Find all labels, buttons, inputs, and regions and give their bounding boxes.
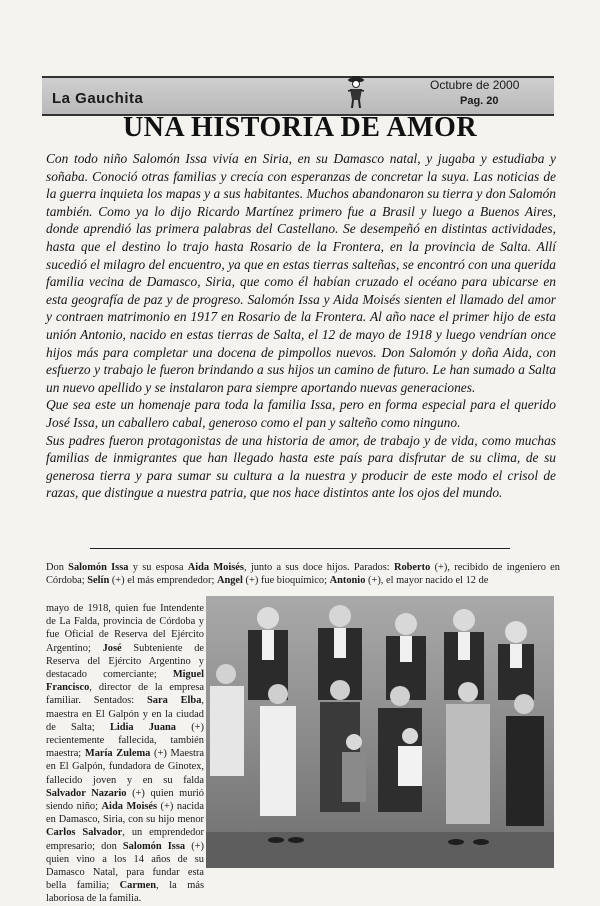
caption-text: y su esposa bbox=[128, 562, 188, 573]
caption-text: (+) recientemente fallecida, también maestra; bbox=[46, 721, 205, 760]
caption-name: Salomón Issa bbox=[68, 562, 129, 573]
publication-name: La Gauchita bbox=[52, 90, 144, 107]
photo-illustration bbox=[206, 596, 554, 868]
caption-text: , director de la empresa familiar. Sentados: bbox=[46, 682, 204, 707]
caption-name: Angel bbox=[216, 575, 243, 587]
caption-text: (+), recibido de ingeniero en Córdoba; bbox=[46, 562, 560, 587]
caption-name: Selín bbox=[87, 575, 110, 587]
caption-text: Don bbox=[46, 562, 69, 573]
caption-name: Aida Moisés bbox=[187, 562, 244, 573]
page-number: Pag. 20 bbox=[460, 95, 499, 107]
caption-name: Antonio bbox=[329, 575, 366, 587]
caption-name: Lidia Juana bbox=[109, 721, 176, 733]
caption-name: Sara Elba bbox=[146, 695, 202, 707]
caption-text: (+) fue bioquímico; bbox=[242, 575, 330, 587]
article-paragraph: Que sea este un homenaje para toda la familia Issa, pero en forma especial para el querido José Issa, un caballero cabal, generoso como el pan y salteño como ninguno. bbox=[46, 397, 556, 430]
article-paragraph: Con todo niño Salomón Issa vivía en Siria, en su Damasco natal, y jugaba y estudiaba y soñaba. Conoció otras familias y crecía con esperanzas de concretar la suya. Las noticias de la guerra inquieta los mapas y a sus habitantes. Muchos abandonaron su tierra y don Salomón también. Como ya lo dijo Ricardo Martínez primero fue a Brasil y luego a Buenos Aires, donde aprendió las primera palabras del Castellano. Se desempeñó en distintas actividades, hasta que el destino lo trajo hasta Rosario de la Frontera, en la provincia de Salta. Allí sucedió el milagro del encuentro, ya que en estas tierras salteñas, se encontró con una querida familia vecina de Damasco, Siria, que como él habían cruzado el océano para ubicarse en esta geografía de paz y de progreso. Salomón Issa y Aida Moisés sienten el llamado del amor y contraen matrimonio en 1917 en Rosario de la Frontera. Al año nace el primer hijo de esta unión Antonio, nacido en estas tierras de Salta, el 12 de mayo de 1918 y luego vendrían once hijos más para completar una docena de pimpollos nuevos. Don Salomón y doña Aida, con esfuerzo y trabajo le fueron brindando a sus hijos un camino de futuro. Le han sumado a Salta un nuevo apellido y se instalaron para siempre aportando nuevas generaciones. bbox=[46, 151, 556, 395]
caption-text: , la más laboriosa de la familia. bbox=[46, 880, 204, 905]
family-portrait-photo bbox=[206, 596, 554, 868]
caption-text: , maestra en El Galpón y en la ciudad de Salta; bbox=[46, 695, 204, 733]
caption-text: (+) el más emprendedor; bbox=[109, 575, 217, 587]
photo-caption-top bbox=[46, 561, 560, 587]
issue-date: Octubre de 2000 bbox=[430, 78, 520, 92]
caption-text: Subteniente de Reserva del Ejército Argentino y destacado comerciante; bbox=[46, 642, 205, 681]
article-title: UNA HISTORIA DE AMOR bbox=[122, 112, 478, 143]
caption-name: Roberto bbox=[393, 562, 431, 573]
caption-name: José bbox=[102, 642, 122, 654]
page-header bbox=[42, 76, 554, 116]
caption-name: Carmen bbox=[119, 880, 157, 892]
caption-name: María Zulema bbox=[84, 748, 151, 760]
article-paragraph: Sus padres fueron protagonistas de una historia de amor, de trabajo y de vida, como muchas familias de inmigrantes que han llegado hasta este país para disfrutar de su clima, de su generosa tierra y para sumar su cultura a la nuestra y producir de este modo el crisol de razas, que distingue a nuestra patria, que nos hace distintos ante los ojos del mundo. bbox=[46, 432, 556, 501]
caption-name: Carlos Salvador bbox=[46, 827, 123, 839]
caption-text: (+) nacida en Damasco, Siria, con su hijo menor bbox=[46, 801, 204, 826]
article-body bbox=[46, 150, 556, 502]
photo-caption-side bbox=[46, 602, 204, 906]
gaucho-figure-icon bbox=[344, 74, 368, 110]
section-divider bbox=[90, 548, 510, 549]
caption-text: (+) quien murió siendo niño; bbox=[46, 787, 204, 813]
caption-name: Salomón Issa bbox=[122, 840, 186, 852]
caption-text: mayo de 1918, quien fue Intendente de La Falda, provincia de Córdoba y fue Oficial de Reserva del Ejército Argentino; bbox=[46, 603, 204, 654]
caption-text: (+) quien vino a los 14 años de su Damasco Natal, para fundar esta bella familia; bbox=[46, 840, 204, 892]
caption-name: Salvador Nazario bbox=[46, 787, 127, 799]
caption-text: , un emprendedor empresario; don bbox=[46, 827, 204, 852]
caption-name: Miguel Francisco bbox=[46, 669, 204, 694]
caption-text: , junto a sus doce hijos. Parados: bbox=[243, 562, 394, 573]
caption-text: (+), el mayor nacido el 12 de bbox=[365, 575, 489, 587]
caption-text: (+) Maestra en El Galpón, fundadora de Ginotex, fallecido joven y en su falda bbox=[46, 748, 204, 786]
caption-name: Aida Moisés bbox=[101, 801, 158, 813]
